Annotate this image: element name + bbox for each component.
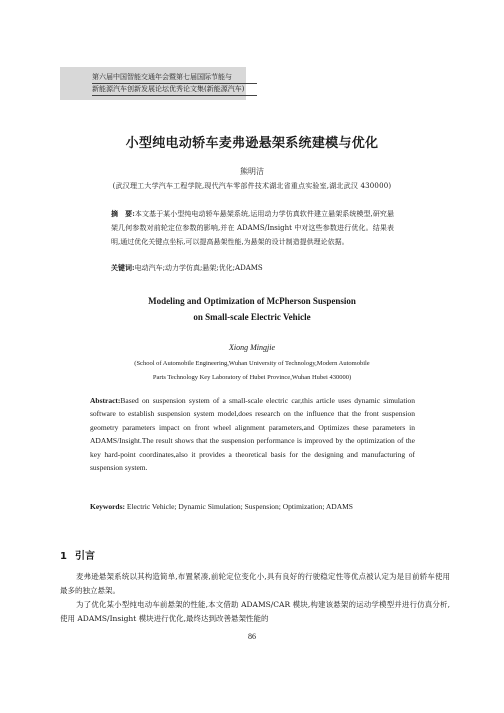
abstract-cn	[111, 207, 394, 249]
keywords-en-label: Keywords:	[90, 502, 125, 511]
paper-title-cn: 小型纯电动轿车麦弗逊悬架系统建模与优化	[125, 136, 379, 151]
paragraph: 麦弗逊悬架系统以其构造简单,布置紧凑,前轮定位变化小,具有良好的行驶稳定性等优点被认定为是目前轿车使用最多的独立悬架。	[60, 572, 450, 595]
author-cn: 熊明洁	[240, 167, 264, 176]
abstract-en	[90, 394, 415, 474]
section-title: 引言	[74, 551, 95, 562]
section-body	[60, 570, 450, 626]
affiliation-en-line-1: (School of Automobile Engineering,Wuhan University of Technology,Modern Automobile	[134, 360, 370, 367]
affiliation-en-line-2: Parts Technology Key Laboratory of Hubei Province,Wuhan Hubei 430000)	[152, 374, 352, 381]
keywords-en-text: Electric Vehicle; Dynamic Simulation; Suspension; Optimization; ADAMS	[126, 502, 353, 511]
header-rule-1	[92, 83, 257, 84]
header-line-2: 新能源汽车创新发展论坛优秀论文集(新能源汽车)	[92, 85, 245, 93]
section-number: 1	[60, 551, 67, 562]
abstract-en-text: Based on suspension system of a small-scale electric car,this article uses dynamic simulation software to establish suspension system model,does research on the influence that the front suspension geometry parameters impact on front wheel alignment parameters,and Optimizes these parameters in ADAMS/Insight.The result shows that the suspension performance is improved by the optimization of the key hard-point coordinates,also it provides a theoretical basis for the designing and manufacturing of suspension system.	[90, 396, 415, 473]
page-number: 86	[248, 632, 256, 641]
header-rule-2	[92, 95, 257, 96]
title-en-line-1: Modeling and Optimization of McPherson Suspension	[148, 296, 356, 306]
paragraph: 为了优化某小型纯电动车前悬架的性能,本文借助 ADAMS/CAR 模块,构建该悬架的运动学模型并进行仿真分析,使用 ADAMS/Insight 模块进行优化,最终达到改善悬架性能的	[60, 600, 450, 623]
abstract-cn-text: 本文基于某小型纯电动轿车悬架系统,运用动力学仿真软件建立悬架系统模型,研究悬架几何参数对前轮定位参数的影响,并在 ADAMS/Insight 中对这些参数进行优化。结果表明,通过优化关键点坐标,可以提高悬架性能,为悬架的设计制造提供理论依据。	[111, 210, 394, 246]
header-line-1: 第六届中国智能交通年会暨第七届国际节能与	[92, 73, 232, 81]
keywords-cn-label: 关键词:	[111, 263, 135, 272]
keywords-en	[90, 500, 415, 513]
affiliation-cn: (武汉理工大学汽车工程学院,现代汽车零部件技术湖北省重点实验室,湖北武汉 430000)	[112, 182, 392, 190]
title-en-line-2: on Small-scale Electric Vehicle	[193, 312, 311, 322]
paper-title-en	[0, 293, 504, 325]
affiliation-en	[0, 357, 504, 385]
abstract-en-label: Abstract:	[90, 396, 121, 405]
keywords-cn	[111, 263, 394, 273]
abstract-cn-label: 摘 要:	[111, 209, 135, 218]
section-heading	[60, 547, 95, 562]
author-en: Xiong Mingjie	[229, 343, 275, 352]
keywords-cn-text: 电动汽车;动力学仿真;悬架;优化;ADAMS	[134, 264, 263, 272]
